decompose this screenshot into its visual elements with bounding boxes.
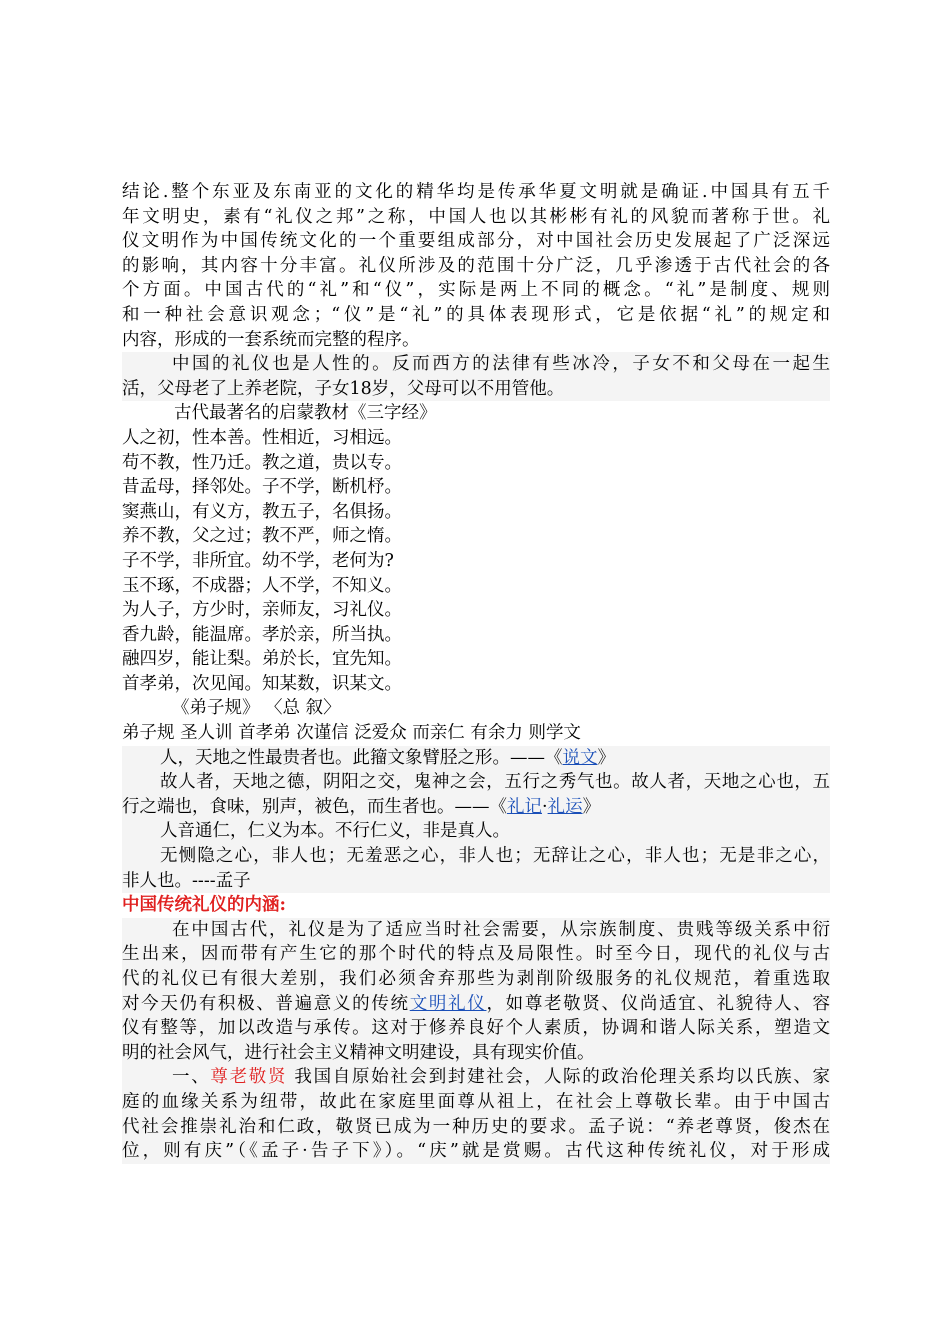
verse-line: 子不学，非所宜。幼不学，老何为? bbox=[122, 550, 394, 571]
item-title: 尊老敬贤 bbox=[210, 1067, 288, 1088]
document-page bbox=[122, 180, 830, 1164]
text-line: 和一种社会意识观念；“仪”是“礼”的具体表现形式，它是依据“礼”的规定和 bbox=[122, 304, 830, 325]
quote-separator: · bbox=[542, 796, 548, 817]
mengzi-quote-line: 非人也。----孟子 bbox=[122, 870, 251, 891]
paragraph-etiquette-overview bbox=[122, 180, 830, 352]
quote-text: 行之端也，食味，别声，被色，而生者也。——《 bbox=[122, 796, 507, 817]
text-line: 明的社会风气，进行社会主义精神文明建设，具有现实价值。 bbox=[122, 1042, 595, 1063]
verse-line: 香九龄，能温席。孝於亲，所当执。 bbox=[122, 624, 402, 645]
sanzijing-intro: 古代最著名的启蒙教材《三字经》 bbox=[174, 403, 437, 424]
paragraph-etiquette-meaning bbox=[122, 918, 830, 1066]
text-line: 年文明史，素有“礼仪之邦”之称，中国人也以其彬彬有礼的风貌而著称于世。礼 bbox=[122, 206, 830, 227]
liji-quote-line bbox=[122, 795, 830, 820]
text-line: 庭的血缘关系为纽带，故此在家庭里面尊从祖上，在社会上尊敬长辈。由于中国古 bbox=[122, 1091, 830, 1112]
wenming-liyi-link[interactable]: 文明礼仪 bbox=[409, 993, 487, 1014]
verse-line: 为人子，方少时，亲师友，习礼仪。 bbox=[122, 600, 402, 621]
paragraph-human-nature bbox=[122, 352, 830, 401]
shuowen-quote bbox=[122, 746, 830, 771]
dizigui-title: 《弟子规》 〈总 叙〉 bbox=[172, 698, 341, 719]
quote-text: 人，天地之性最贵者也。此籀文象臂胫之形。——《 bbox=[160, 747, 563, 768]
text-line: 位，则有庆”（《孟子·告子下》）。“庆”就是赏赐。古代这种传统礼仪，对于形成 bbox=[122, 1141, 830, 1162]
text-line: 结论.整个东亚及东南亚的文化的精华均是传承华夏文明就是确证.中国具有五千 bbox=[122, 182, 830, 202]
liji-link[interactable]: 礼记 bbox=[507, 796, 542, 817]
text-line: 仪有整等，加以改造与承传。这对于修养良好个人素质，协调和谐人际关系，塑造文 bbox=[122, 1018, 830, 1039]
verse-line: 玉不琢，不成器；人不学，不知义。 bbox=[122, 575, 402, 596]
verse-line: 昔孟母，择邻处。子不学，断机杼。 bbox=[122, 477, 402, 498]
classical-quotes bbox=[122, 746, 830, 894]
ren-quote: 人音通仁，仁义为本。不行仁义，非是真人。 bbox=[160, 821, 510, 842]
text-segment: ，如尊老敬贤、仪尚适宜、礼貌待人、容 bbox=[486, 993, 830, 1014]
sanzijing-verses bbox=[122, 426, 830, 697]
text-line bbox=[122, 1065, 830, 1090]
text-line: 代的礼仪已有很大差别，我们必须舍弃那些为剥削阶级服务的礼仪规范，着重选取 bbox=[122, 969, 830, 989]
mengzi-quote-line: 无恻隐之心，非人也；无羞恶之心，非人也；无辞让之心，非人也；无是非之心， bbox=[160, 846, 830, 867]
text-line: 的影响，其内容十分丰富。礼仪所涉及的范围十分广泛，几乎渗透于古代社会的各 bbox=[122, 255, 830, 276]
paragraph-respect-elders bbox=[122, 1065, 830, 1163]
text-line: 代社会推崇礼治和仁政，敬贤已成为一种历史的要求。孟子说：“养老尊贤，俊杰在 bbox=[122, 1116, 830, 1137]
text-line: 生出来，因而带有产生它的那个时代的特点及局限性。时至今日，现代的礼仪与古 bbox=[122, 944, 830, 965]
verse-line: 融四岁，能让梨。弟於长，宜先知。 bbox=[122, 649, 402, 670]
text-line: 在中国古代，礼仪是为了适应当时社会需要，从宗族制度、贵贱等级关系中衍 bbox=[172, 919, 830, 940]
shuowen-link[interactable]: 说文 bbox=[562, 747, 598, 768]
text-line: 内容，形成的一套系统而完整的程序。 bbox=[122, 329, 420, 350]
quote-end: 》 bbox=[597, 747, 615, 768]
item-number: 一、 bbox=[172, 1067, 211, 1088]
verse-line: 窦燕山，有义方，教五子，名俱扬。 bbox=[122, 501, 402, 522]
liyun-link[interactable]: 礼运 bbox=[547, 796, 583, 817]
liji-quote-line: 故人者，天地之德，阴阳之交，鬼神之会，五行之秀气也。故人者，天地之心也，五 bbox=[160, 772, 830, 793]
verse-line: 首孝弟，次见闻。知某数，识某文。 bbox=[122, 673, 402, 694]
text-line: 仪文明作为中国传统文化的一个重要组成部分，对中国社会历史发展起了广泛深远 bbox=[122, 231, 830, 252]
verse-line: 养不教，父之过；教不严，师之惰。 bbox=[122, 526, 402, 547]
text-line: 中国的礼仪也是人性的。反而西方的法律有些冰冷，子女不和父母在一起生 bbox=[172, 354, 830, 375]
text-segment: 我国自原始社会到封建社会，人际的政治伦理关系均以氏族、家 bbox=[287, 1067, 830, 1088]
quote-end: 》 bbox=[582, 796, 601, 817]
text-line: 个方面。中国古代的“礼”和“仪”，实际是两上不同的概念。“礼”是制度、规则 bbox=[122, 280, 830, 301]
text-line: 活，父母老了上养老院，子女18岁，父母可以不用管他。 bbox=[122, 378, 565, 399]
section-heading: 中国传统礼仪的内涵: bbox=[122, 895, 286, 916]
verse-line: 人之初，性本善。性相近，习相远。 bbox=[122, 427, 402, 448]
text-line bbox=[122, 992, 830, 1017]
dizigui-line: 弟子规 圣人训 首孝弟 次谨信 泛爱众 而亲仁 有余力 则学文 bbox=[122, 723, 581, 744]
text-segment: 对今天仍有积极、普遍意义的传统 bbox=[122, 993, 410, 1014]
verse-line: 苟不教，性乃迁。教之道，贵以专。 bbox=[122, 452, 402, 473]
